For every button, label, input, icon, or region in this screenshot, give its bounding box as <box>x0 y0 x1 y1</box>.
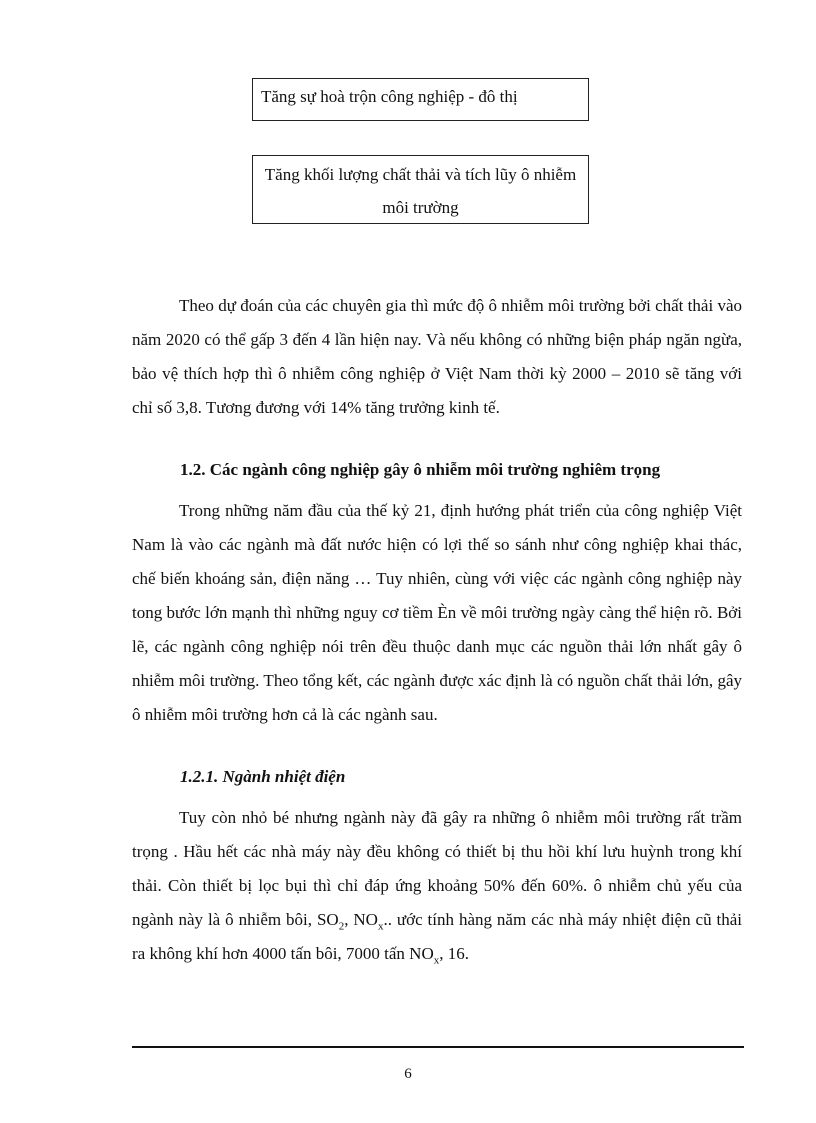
page-number: 6 <box>404 1066 412 1082</box>
box-text: Tăng sự hoà trộn công nghiệp - đô thị <box>261 87 518 106</box>
diagram-box-waste-accumulation <box>252 155 589 224</box>
text-run: Tuy còn nhỏ bé nhưng ngành này đã gây ra những ô nhiễm môi trường rất trầm trọng . Hầu hết các nhà máy này đều không có thiết bị thu hồi khí lưu huỳnh trong khí thải. Còn thiết bị lọc bụi thì chỉ đáp ứng khoảng 50% đến 60%. ô nhiễm chủ yếu của ngành này là ô nhiễm bôi, SO <box>132 808 742 929</box>
text-run: .. ước tính hàng năm các nhà máy nhiệt điện cũ thải ra không khí hơn 4000 tấn bôi, 7000 tấn NO <box>132 910 742 963</box>
subscript: x <box>433 954 440 967</box>
text-run: , NO <box>344 910 378 929</box>
subscript: x <box>377 920 384 933</box>
paragraph-thermal-power <box>132 801 742 971</box>
subscript: 2 <box>338 920 345 933</box>
text-run: , 16. <box>439 944 469 963</box>
section-heading-1-2-1: 1.2.1. Ngành nhiệt điện <box>180 767 346 786</box>
paragraph-forecast: Theo dự đoán của các chuyên gia thì mức độ ô nhiễm môi trường bởi chất thải vào năm 2020 có thể gấp 3 đến 4 lần hiện nay. Và nếu không có những biện pháp ngăn ngừa, bảo vệ thích hợp thì ô nhiễm công nghiệp ở Việt Nam thời kỳ 2000 – 2010 sẽ tăng với chỉ số 3,8. Tương đương với 14% tăng trưởng kinh tế. <box>132 296 742 417</box>
footer-rule <box>132 1046 744 1048</box>
paragraph-industries: Trong những năm đầu của thế kỷ 21, định hướng phát triển của công nghiệp Việt Nam là vào các ngành mà đất nước hiện có lợi thế so sánh như công nghiệp khai thác, chế biến khoáng sản, điện năng … Tuy nhiên, cùng với việc các ngành công nghiệp này tong bước lớn mạnh thì những nguy cơ tiềm Èn về môi trường ngày càng thể hiện rõ. Bởi lẽ, các ngành công nghiệp nói trên đều thuộc danh mục các nguồn thải lớn nhất gây ô nhiễm môi trường. Theo tổng kết, các ngành được xác định là có nguồn chất thải lớn, gây ô nhiễm môi trường hơn cả là các ngành sau. <box>132 501 742 724</box>
section-heading-1-2: 1.2. Các ngành công nghiệp gây ô nhiễm môi trường nghiêm trọng <box>180 460 661 479</box>
box-text: Tăng khối lượng chất thải và tích lũy ô nhiễm môi trường <box>264 165 577 217</box>
diagram-box-urban-industrial-mixing <box>252 78 589 121</box>
